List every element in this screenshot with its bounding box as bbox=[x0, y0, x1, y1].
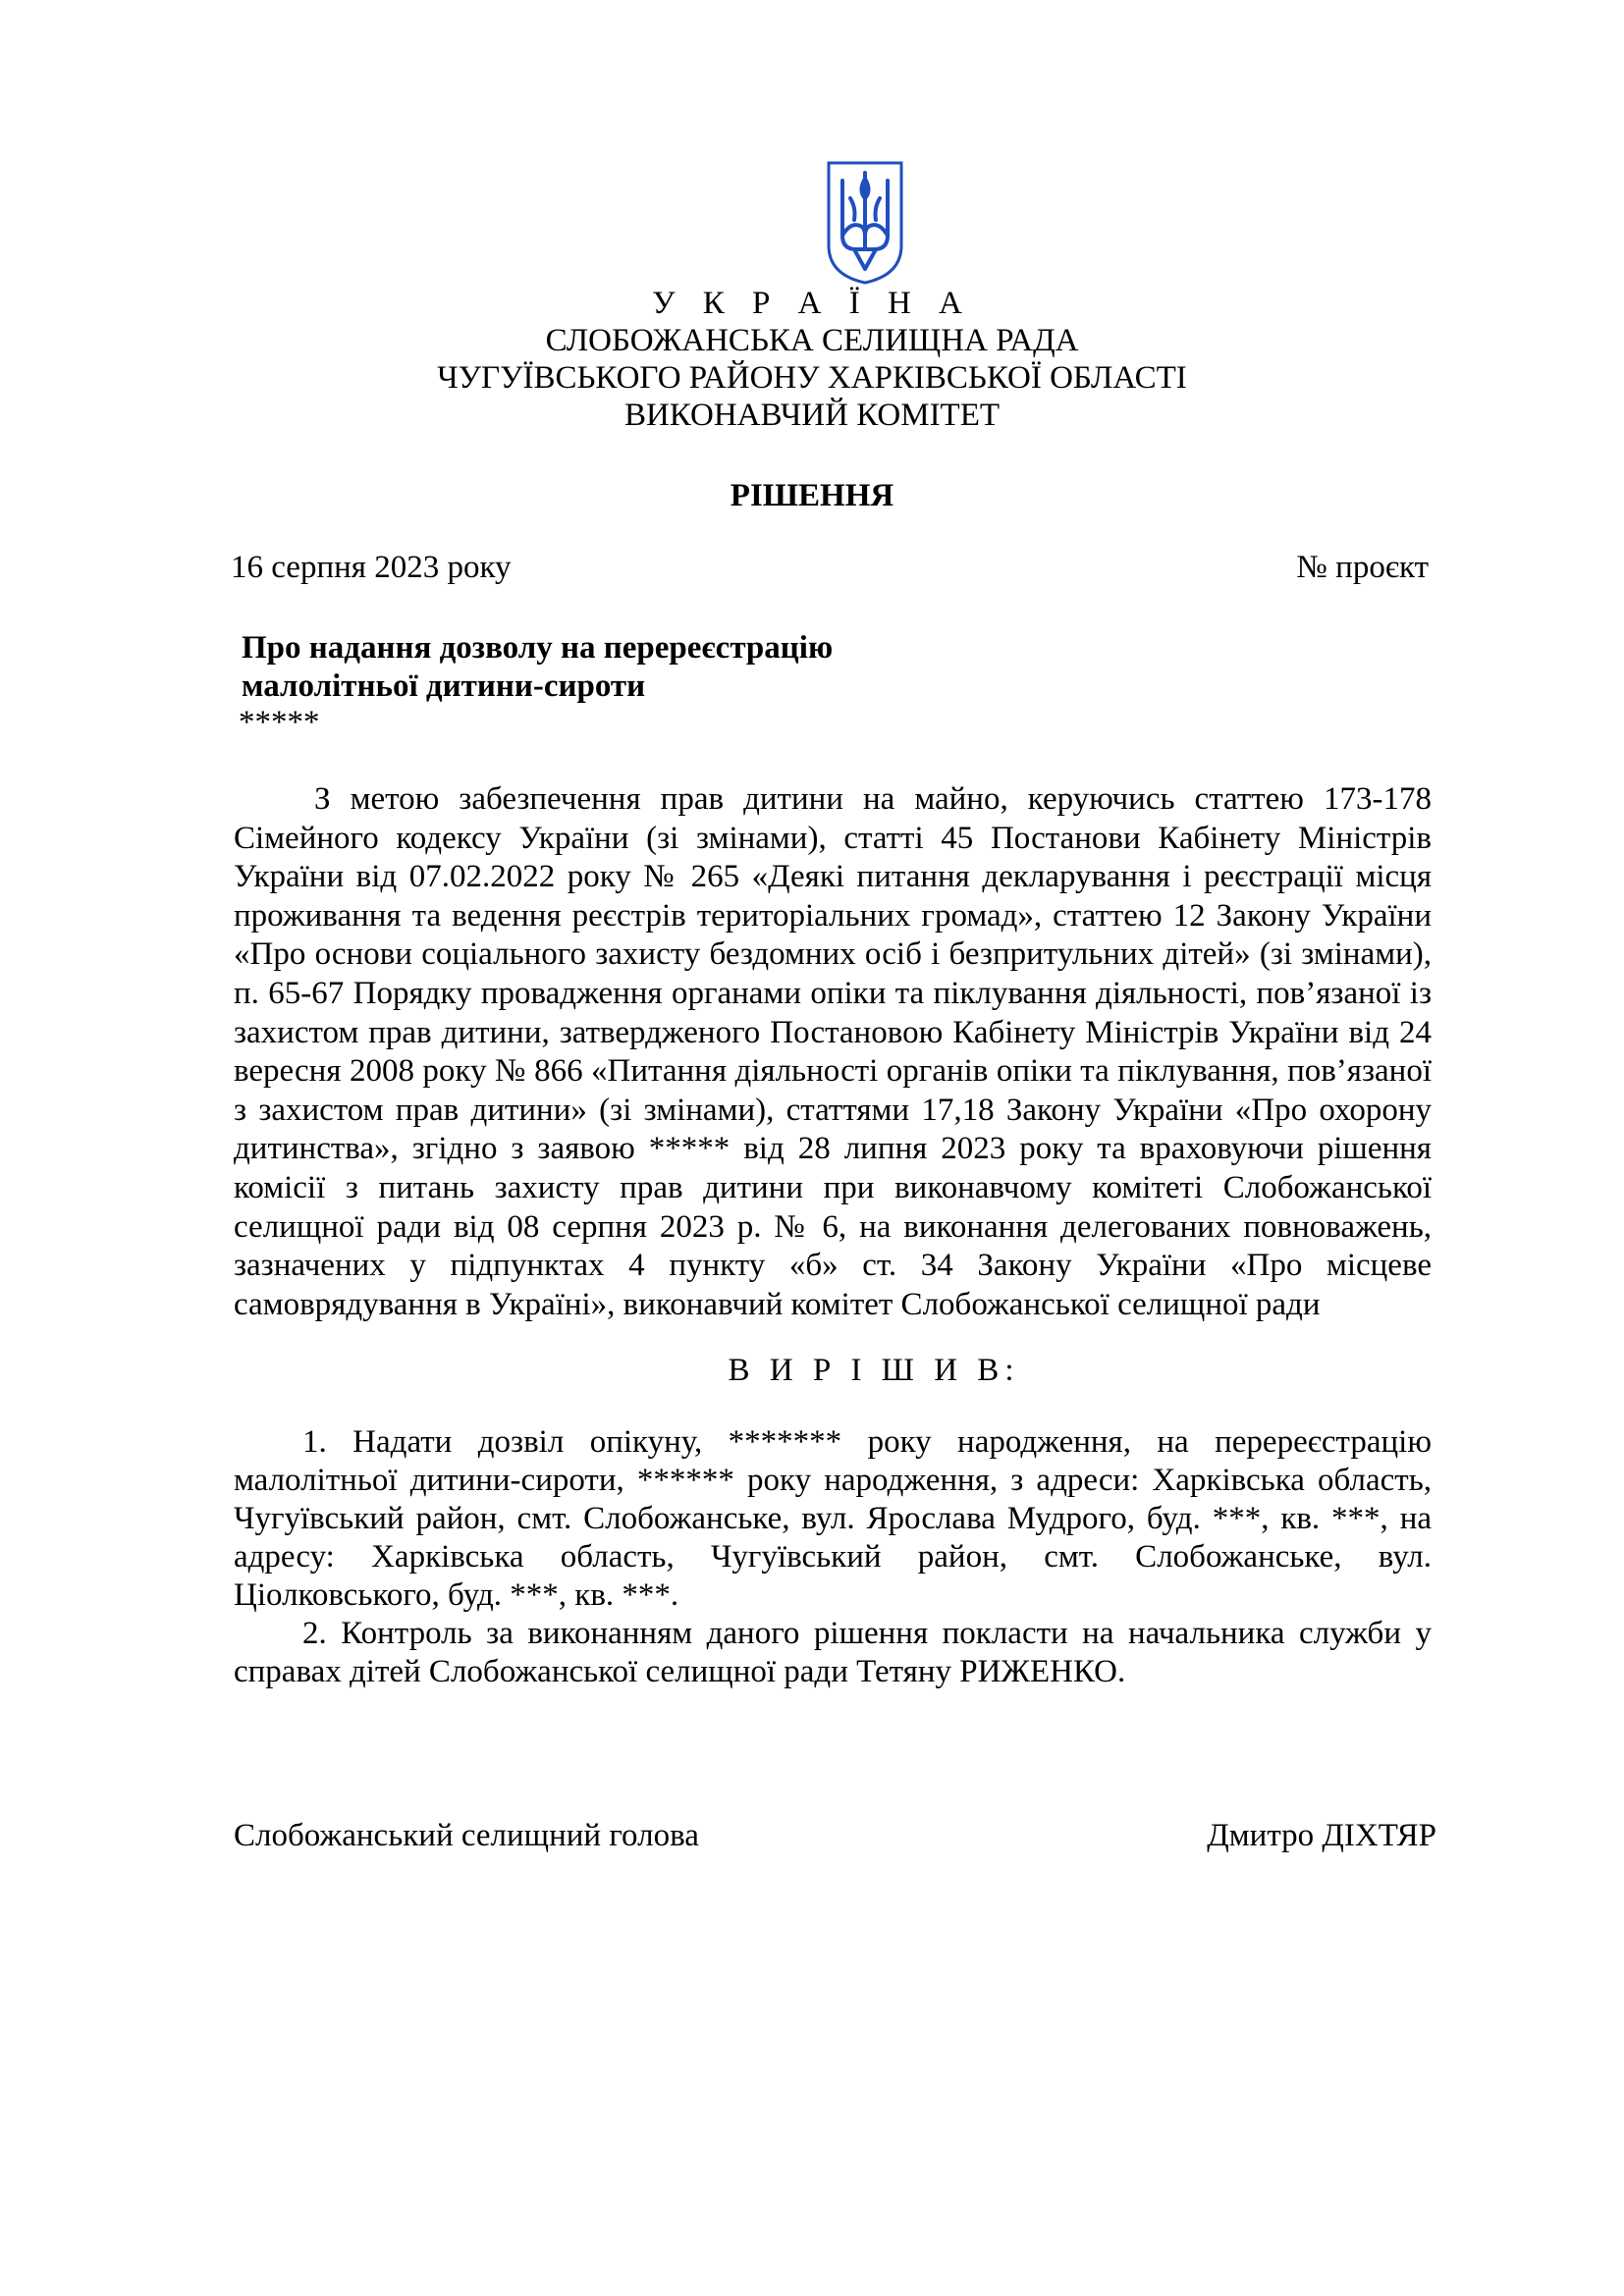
decision-items bbox=[234, 1423, 1432, 1691]
subject-line-2: малолітньої дитини-сироти bbox=[242, 668, 646, 704]
decision-item-2: 2. Контроль за виконанням даного рішення покласти на начальника служби у справах дітей Слобожанської селищної ради Тетяну РИЖЕНКО. bbox=[234, 1616, 1432, 1689]
country-name: У К Р А Ї Н А bbox=[652, 286, 972, 321]
document-date: 16 серпня 2023 року bbox=[231, 550, 512, 585]
subject-redacted-mask: ***** bbox=[239, 705, 320, 740]
document-subject bbox=[242, 629, 833, 706]
signature-block bbox=[234, 1818, 1436, 1857]
document-title: РІШЕННЯ bbox=[730, 478, 894, 513]
trident-coat-of-arms-icon bbox=[825, 159, 905, 287]
date-number-line bbox=[231, 550, 1429, 589]
district-name: ЧУГУЇВСЬКОГО РАЙОНУ ХАРКІВСЬКОЇ ОБЛАСТІ bbox=[437, 360, 1187, 396]
signatory-name: Дмитро ДІХТЯР bbox=[1207, 1818, 1436, 1853]
council-name: СЛОБОЖАНСЬКА СЕЛИЩНА РАДА bbox=[545, 323, 1079, 358]
committee-name: ВИКОНАВЧИЙ КОМІТЕТ bbox=[623, 398, 1001, 433]
document-number: № проєкт bbox=[1296, 550, 1429, 585]
preamble-text: З метою забезпечення прав дитини на майно, керуючись статтею 173-178 Сімейного кодексу України (зі змінами), статті 45 Постанови Кабінету Міністрів України від 07.02.2022 року № 265 «Деякі питання декларування і реєстрації місця проживання та ведення реєстрів територіальних громад», статтею 12 Закону України «Про основи соціального захисту бездомних осіб і безпритульних дітей» (зі змінами), п. 65-67 Порядку провадження органами опіки та піклування діяльності, пов’язаної із захистом прав дитини, затвердженого Постановою Кабінету Міністрів України від 24 вересня 2008 року № 866 «Питання діяльності органів опіки та піклування, пов’язаної з захистом прав дитини» (зі змінами), статтями 17,18 Закону України «Про охорону дитинства», згідно з заявою ***** від 28 липня 2023 року та враховуючи рішення комісії з питань захисту прав дитини при виконавчому комітеті Слобожанської селищної ради від 08 серпня 2023 р. № 6, на виконання делегованих повноважень, зазначених у підпунктах 4 пункту «б» ст. 34 Закону України «Про місцеве самоврядування в Україні», виконавчий комітет Слобожанської селищної ради bbox=[234, 781, 1432, 1322]
decision-item-1: 1. Надати дозвіл опікуну, ******* року народження, на перереєстрацію малолітньої дитини-сироти, ****** року народження, з адреси: Харківська область, Чугуївський район, смт. Слобожанське, вул. Ярослава Мудрого, буд. ***, кв. ***, на адресу: Харківська область, Чугуївський район, смт. Слобожанське, вул. Ціолковського, буд. ***, кв. ***. bbox=[234, 1424, 1432, 1613]
decided-heading: В И Р І Ш И В: bbox=[728, 1353, 1020, 1388]
subject-line-1: Про надання дозволу на перереєстрацію bbox=[242, 630, 834, 666]
signatory-role: Слобожанський селищний голова bbox=[234, 1818, 699, 1853]
document-header bbox=[0, 285, 1624, 434]
preamble-paragraph bbox=[234, 780, 1432, 1324]
